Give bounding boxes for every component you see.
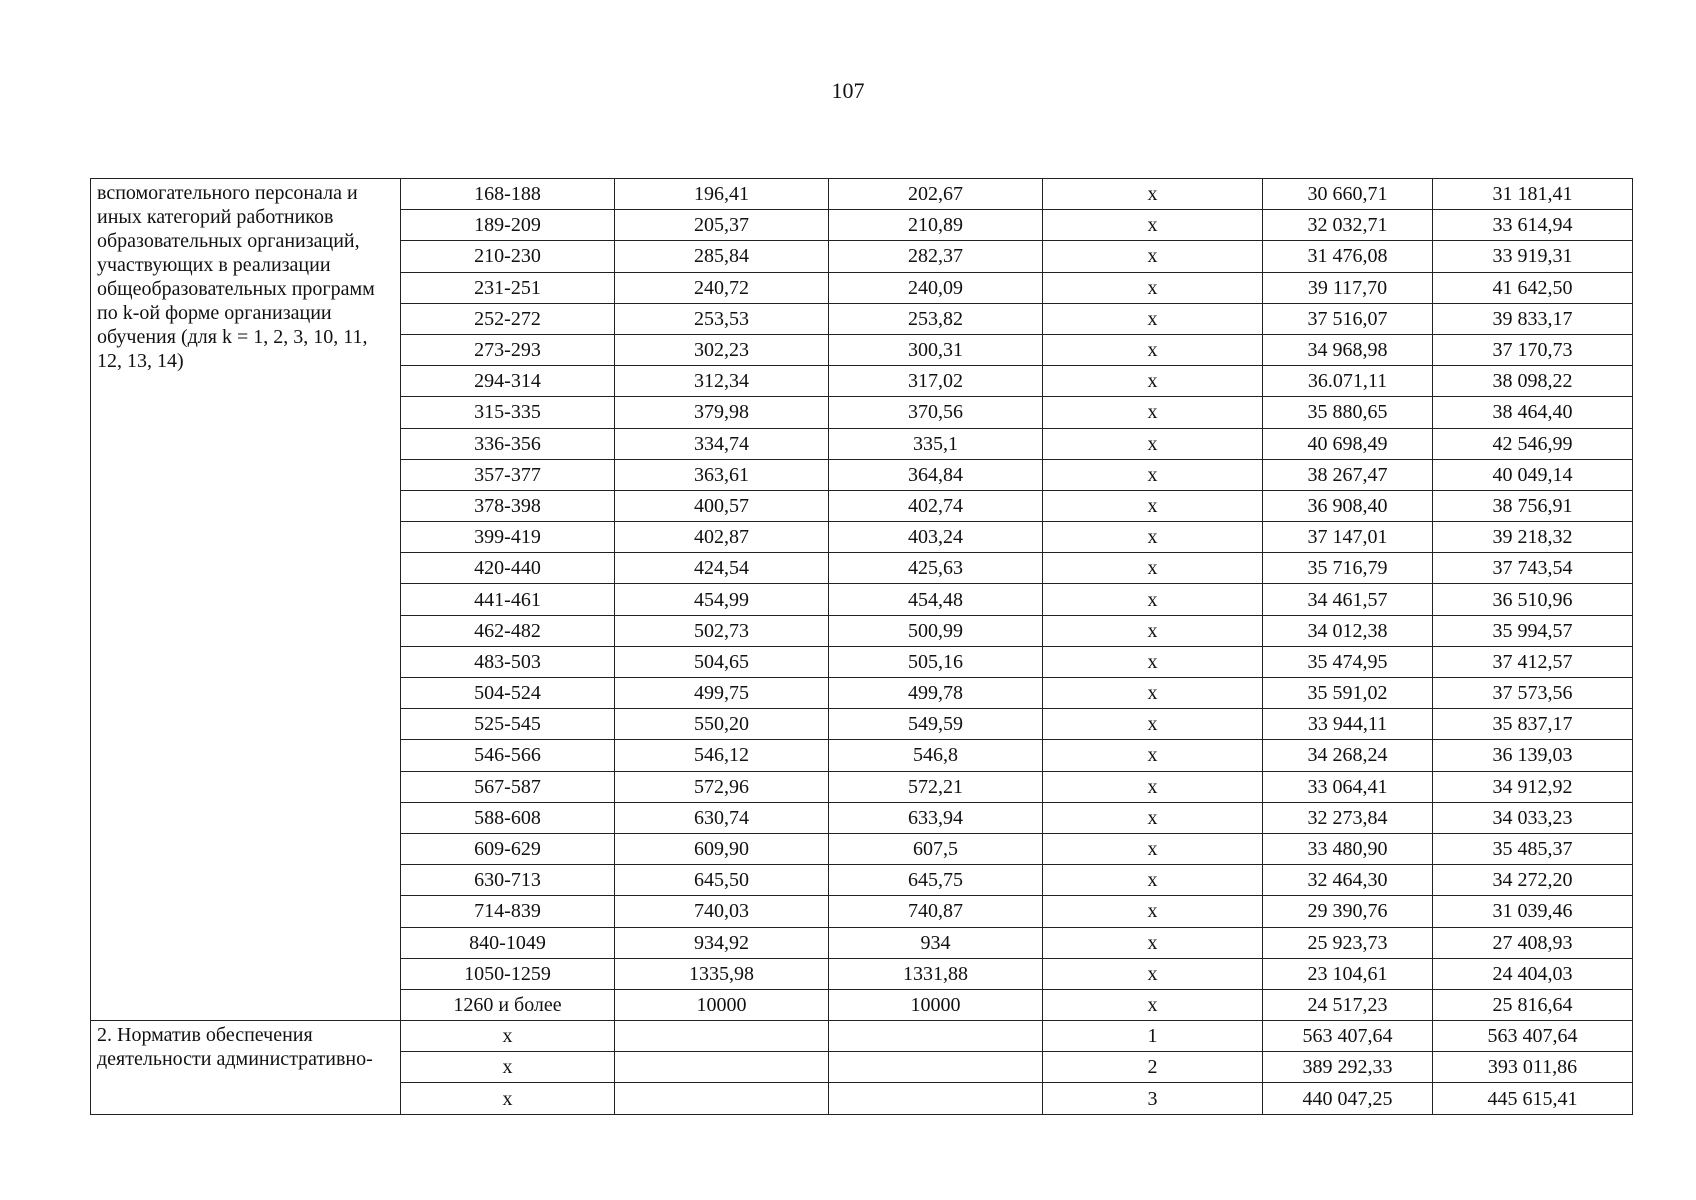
section-label: вспомогательного персонала и иных категорий работников образовательных организаций, участвующих в реализации общеобразовательных программ по k-ой форме организации обучения (для k = 1, 2, 3, 10, 11, 12, 13, 14) bbox=[91, 179, 401, 1021]
value-a-cell: 546,12 bbox=[615, 740, 829, 771]
amount-a-cell: 32 273,84 bbox=[1263, 802, 1433, 833]
range-cell: 504-524 bbox=[401, 678, 615, 709]
amount-b-cell: 35 485,37 bbox=[1433, 833, 1633, 864]
range-cell: 630-713 bbox=[401, 865, 615, 896]
amount-b-cell: 34 912,92 bbox=[1433, 771, 1633, 802]
value-b-cell: 740,87 bbox=[829, 896, 1043, 927]
amount-b-cell: 38 098,22 bbox=[1433, 366, 1633, 397]
amount-a-cell: 25 923,73 bbox=[1263, 927, 1433, 958]
value-a-cell: 934,92 bbox=[615, 927, 829, 958]
amount-a-cell: 34 968,98 bbox=[1263, 334, 1433, 365]
value-a-cell: 10000 bbox=[615, 989, 829, 1020]
amount-b-cell: 31 039,46 bbox=[1433, 896, 1633, 927]
value-b-cell: 370,56 bbox=[829, 397, 1043, 428]
value-b-cell: 210,89 bbox=[829, 210, 1043, 241]
table-row bbox=[91, 179, 1633, 210]
marker-cell: х bbox=[1043, 459, 1263, 490]
marker-cell: х bbox=[1043, 584, 1263, 615]
value-a-cell: 740,03 bbox=[615, 896, 829, 927]
range-cell: 1260 и более bbox=[401, 989, 615, 1020]
marker-cell: х bbox=[1043, 553, 1263, 584]
value-b-cell: 505,16 bbox=[829, 646, 1043, 677]
marker-cell: х bbox=[1043, 428, 1263, 459]
marker-cell: х bbox=[1043, 927, 1263, 958]
marker-cell: х bbox=[1043, 210, 1263, 241]
range-cell: х bbox=[401, 1052, 615, 1083]
range-cell: 378-398 bbox=[401, 490, 615, 521]
amount-a-cell: 35 880,65 bbox=[1263, 397, 1433, 428]
value-b-cell: 335,1 bbox=[829, 428, 1043, 459]
marker-cell: х bbox=[1043, 771, 1263, 802]
amount-a-cell: 440 047,25 bbox=[1263, 1083, 1433, 1114]
range-cell: 483-503 bbox=[401, 646, 615, 677]
amount-b-cell: 27 408,93 bbox=[1433, 927, 1633, 958]
value-b-cell: 202,67 bbox=[829, 179, 1043, 210]
marker-cell: х bbox=[1043, 833, 1263, 864]
amount-b-cell: 31 181,41 bbox=[1433, 179, 1633, 210]
amount-a-cell: 36 908,40 bbox=[1263, 490, 1433, 521]
range-cell: 294-314 bbox=[401, 366, 615, 397]
range-cell: 525-545 bbox=[401, 709, 615, 740]
amount-a-cell: 563 407,64 bbox=[1263, 1021, 1433, 1052]
value-a-cell: 550,20 bbox=[615, 709, 829, 740]
amount-b-cell: 36 139,03 bbox=[1433, 740, 1633, 771]
amount-a-cell: 38 267,47 bbox=[1263, 459, 1433, 490]
marker-cell: х bbox=[1043, 802, 1263, 833]
amount-a-cell: 35 716,79 bbox=[1263, 553, 1433, 584]
value-b-cell: 499,78 bbox=[829, 678, 1043, 709]
amount-b-cell: 35 994,57 bbox=[1433, 615, 1633, 646]
amount-a-cell: 29 390,76 bbox=[1263, 896, 1433, 927]
amount-b-cell: 25 816,64 bbox=[1433, 989, 1633, 1020]
value-a-cell bbox=[615, 1021, 829, 1052]
range-cell: 315-335 bbox=[401, 397, 615, 428]
value-a-cell: 630,74 bbox=[615, 802, 829, 833]
amount-a-cell: 34 268,24 bbox=[1263, 740, 1433, 771]
amount-a-cell: 37 516,07 bbox=[1263, 303, 1433, 334]
marker-cell: х bbox=[1043, 179, 1263, 210]
value-b-cell: 253,82 bbox=[829, 303, 1043, 334]
value-b-cell bbox=[829, 1021, 1043, 1052]
marker-cell: х bbox=[1043, 303, 1263, 334]
amount-b-cell: 36 510,96 bbox=[1433, 584, 1633, 615]
value-a-cell: 205,37 bbox=[615, 210, 829, 241]
value-a-cell: 334,74 bbox=[615, 428, 829, 459]
marker-cell: х bbox=[1043, 490, 1263, 521]
value-b-cell: 934 bbox=[829, 927, 1043, 958]
value-a-cell: 402,87 bbox=[615, 522, 829, 553]
range-cell: х bbox=[401, 1083, 615, 1114]
marker-cell: х bbox=[1043, 709, 1263, 740]
range-cell: 168-188 bbox=[401, 179, 615, 210]
marker-cell: х bbox=[1043, 241, 1263, 272]
range-cell: 210-230 bbox=[401, 241, 615, 272]
marker-cell: х bbox=[1043, 865, 1263, 896]
value-a-cell bbox=[615, 1083, 829, 1114]
amount-b-cell: 39 218,32 bbox=[1433, 522, 1633, 553]
amount-b-cell: 41 642,50 bbox=[1433, 272, 1633, 303]
range-cell: 546-566 bbox=[401, 740, 615, 771]
value-a-cell: 285,84 bbox=[615, 241, 829, 272]
value-a-cell: 454,99 bbox=[615, 584, 829, 615]
normative-table bbox=[90, 178, 1633, 1115]
amount-a-cell: 23 104,61 bbox=[1263, 958, 1433, 989]
value-b-cell: 454,48 bbox=[829, 584, 1043, 615]
amount-b-cell: 445 615,41 bbox=[1433, 1083, 1633, 1114]
amount-b-cell: 33 919,31 bbox=[1433, 241, 1633, 272]
value-b-cell: 240,09 bbox=[829, 272, 1043, 303]
amount-a-cell: 34 012,38 bbox=[1263, 615, 1433, 646]
value-b-cell: 549,59 bbox=[829, 709, 1043, 740]
value-b-cell: 282,37 bbox=[829, 241, 1043, 272]
value-a-cell: 504,65 bbox=[615, 646, 829, 677]
value-a-cell: 196,41 bbox=[615, 179, 829, 210]
range-cell: х bbox=[401, 1021, 615, 1052]
amount-a-cell: 33 480,90 bbox=[1263, 833, 1433, 864]
value-a-cell: 502,73 bbox=[615, 615, 829, 646]
value-a-cell: 424,54 bbox=[615, 553, 829, 584]
table-row bbox=[91, 1021, 1633, 1052]
range-cell: 336-356 bbox=[401, 428, 615, 459]
range-cell: 399-419 bbox=[401, 522, 615, 553]
table-body bbox=[91, 179, 1633, 1115]
value-b-cell: 500,99 bbox=[829, 615, 1043, 646]
marker-cell: 3 bbox=[1043, 1083, 1263, 1114]
amount-a-cell: 32 032,71 bbox=[1263, 210, 1433, 241]
marker-cell: х bbox=[1043, 740, 1263, 771]
amount-b-cell: 34 033,23 bbox=[1433, 802, 1633, 833]
range-cell: 588-608 bbox=[401, 802, 615, 833]
range-cell: 462-482 bbox=[401, 615, 615, 646]
marker-cell: 2 bbox=[1043, 1052, 1263, 1083]
value-a-cell: 400,57 bbox=[615, 490, 829, 521]
marker-cell: х bbox=[1043, 397, 1263, 428]
range-cell: 567-587 bbox=[401, 771, 615, 802]
value-b-cell: 425,63 bbox=[829, 553, 1043, 584]
value-b-cell: 10000 bbox=[829, 989, 1043, 1020]
value-b-cell: 607,5 bbox=[829, 833, 1043, 864]
value-b-cell: 546,8 bbox=[829, 740, 1043, 771]
range-cell: 273-293 bbox=[401, 334, 615, 365]
value-b-cell: 317,02 bbox=[829, 366, 1043, 397]
amount-b-cell: 39 833,17 bbox=[1433, 303, 1633, 334]
value-a-cell: 499,75 bbox=[615, 678, 829, 709]
amount-b-cell: 40 049,14 bbox=[1433, 459, 1633, 490]
amount-b-cell: 42 546,99 bbox=[1433, 428, 1633, 459]
marker-cell: х bbox=[1043, 678, 1263, 709]
amount-a-cell: 36.071,11 bbox=[1263, 366, 1433, 397]
range-cell: 420-440 bbox=[401, 553, 615, 584]
amount-b-cell: 35 837,17 bbox=[1433, 709, 1633, 740]
amount-a-cell: 31 476,08 bbox=[1263, 241, 1433, 272]
value-a-cell bbox=[615, 1052, 829, 1083]
value-a-cell: 645,50 bbox=[615, 865, 829, 896]
amount-b-cell: 37 412,57 bbox=[1433, 646, 1633, 677]
range-cell: 714-839 bbox=[401, 896, 615, 927]
value-b-cell: 402,74 bbox=[829, 490, 1043, 521]
amount-b-cell: 563 407,64 bbox=[1433, 1021, 1633, 1052]
amount-a-cell: 30 660,71 bbox=[1263, 179, 1433, 210]
amount-a-cell: 35 591,02 bbox=[1263, 678, 1433, 709]
range-cell: 357-377 bbox=[401, 459, 615, 490]
value-b-cell: 364,84 bbox=[829, 459, 1043, 490]
value-a-cell: 240,72 bbox=[615, 272, 829, 303]
amount-a-cell: 39 117,70 bbox=[1263, 272, 1433, 303]
amount-b-cell: 24 404,03 bbox=[1433, 958, 1633, 989]
amount-a-cell: 34 461,57 bbox=[1263, 584, 1433, 615]
amount-a-cell: 33 944,11 bbox=[1263, 709, 1433, 740]
amount-b-cell: 38 464,40 bbox=[1433, 397, 1633, 428]
value-a-cell: 253,53 bbox=[615, 303, 829, 334]
amount-a-cell: 32 464,30 bbox=[1263, 865, 1433, 896]
value-b-cell: 300,31 bbox=[829, 334, 1043, 365]
value-a-cell: 379,98 bbox=[615, 397, 829, 428]
value-b-cell: 403,24 bbox=[829, 522, 1043, 553]
marker-cell: х bbox=[1043, 646, 1263, 677]
section-label: 2. Норматив обеспечения деятельности административно- bbox=[91, 1021, 401, 1115]
value-b-cell: 572,21 bbox=[829, 771, 1043, 802]
amount-a-cell: 37 147,01 bbox=[1263, 522, 1433, 553]
marker-cell: х bbox=[1043, 958, 1263, 989]
range-cell: 189-209 bbox=[401, 210, 615, 241]
range-cell: 840-1049 bbox=[401, 927, 615, 958]
amount-b-cell: 393 011,86 bbox=[1433, 1052, 1633, 1083]
value-a-cell: 609,90 bbox=[615, 833, 829, 864]
amount-a-cell: 35 474,95 bbox=[1263, 646, 1433, 677]
page-number: 107 bbox=[831, 78, 865, 103]
range-cell: 609-629 bbox=[401, 833, 615, 864]
marker-cell: х bbox=[1043, 615, 1263, 646]
value-b-cell: 1331,88 bbox=[829, 958, 1043, 989]
marker-cell: х bbox=[1043, 522, 1263, 553]
marker-cell: х bbox=[1043, 896, 1263, 927]
value-b-cell bbox=[829, 1052, 1043, 1083]
amount-a-cell: 33 064,41 bbox=[1263, 771, 1433, 802]
marker-cell: х bbox=[1043, 334, 1263, 365]
amount-a-cell: 24 517,23 bbox=[1263, 989, 1433, 1020]
amount-a-cell: 40 698,49 bbox=[1263, 428, 1433, 459]
range-cell: 1050-1259 bbox=[401, 958, 615, 989]
amount-b-cell: 34 272,20 bbox=[1433, 865, 1633, 896]
range-cell: 231-251 bbox=[401, 272, 615, 303]
value-a-cell: 572,96 bbox=[615, 771, 829, 802]
value-b-cell: 645,75 bbox=[829, 865, 1043, 896]
value-a-cell: 363,61 bbox=[615, 459, 829, 490]
range-cell: 441-461 bbox=[401, 584, 615, 615]
value-b-cell: 633,94 bbox=[829, 802, 1043, 833]
value-a-cell: 312,34 bbox=[615, 366, 829, 397]
amount-a-cell: 389 292,33 bbox=[1263, 1052, 1433, 1083]
value-a-cell: 302,23 bbox=[615, 334, 829, 365]
range-cell: 252-272 bbox=[401, 303, 615, 334]
amount-b-cell: 38 756,91 bbox=[1433, 490, 1633, 521]
marker-cell: х bbox=[1043, 989, 1263, 1020]
marker-cell: 1 bbox=[1043, 1021, 1263, 1052]
amount-b-cell: 37 743,54 bbox=[1433, 553, 1633, 584]
marker-cell: х bbox=[1043, 366, 1263, 397]
amount-b-cell: 37 170,73 bbox=[1433, 334, 1633, 365]
value-b-cell bbox=[829, 1083, 1043, 1114]
amount-b-cell: 37 573,56 bbox=[1433, 678, 1633, 709]
marker-cell: х bbox=[1043, 272, 1263, 303]
value-a-cell: 1335,98 bbox=[615, 958, 829, 989]
amount-b-cell: 33 614,94 bbox=[1433, 210, 1633, 241]
